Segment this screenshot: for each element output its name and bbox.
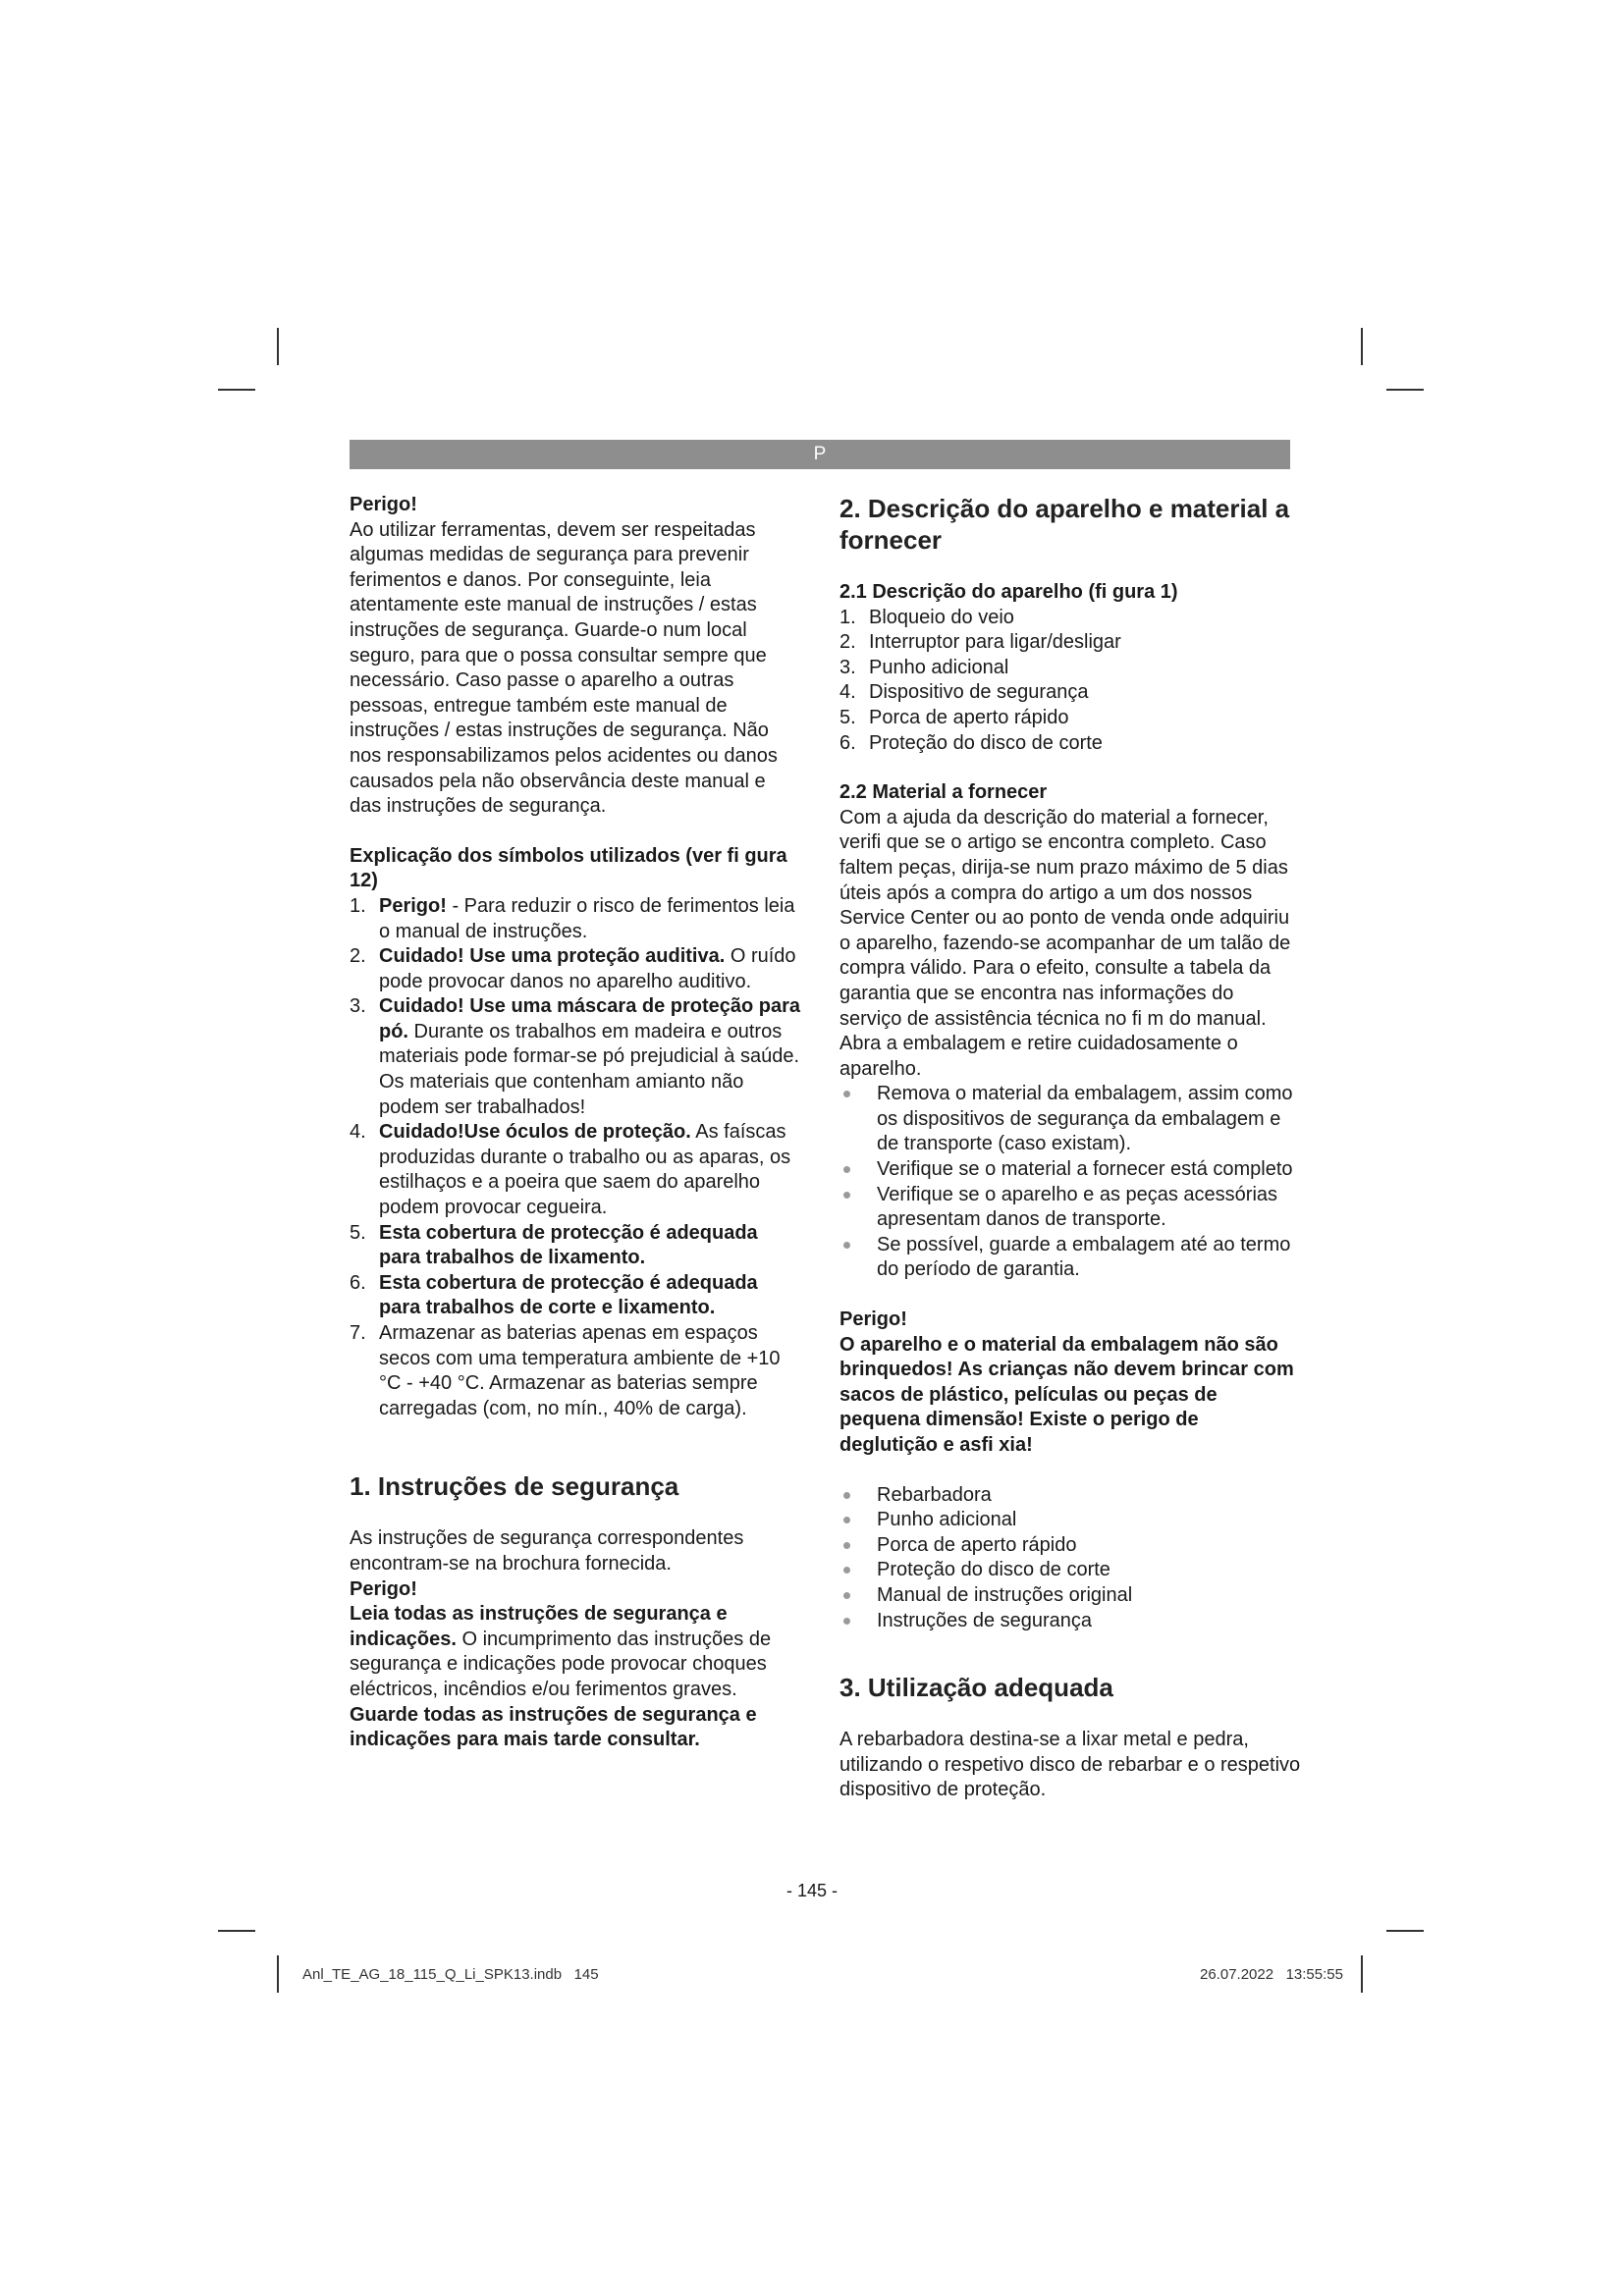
- list-item: Verifique se o aparelho e as peças acessórias apresentam danos de transporte.: [839, 1183, 1301, 1233]
- section-1-title: 1. Instruções de segurança: [350, 1471, 679, 1502]
- symbols-list: [350, 894, 801, 1421]
- language-header-bar: [350, 440, 1290, 469]
- bullet-icon: [843, 1242, 850, 1249]
- bullet-icon: [843, 1192, 850, 1199]
- page-number: - 145 -: [785, 1881, 839, 1900]
- crop-mark-br-v: [1361, 1955, 1363, 1993]
- bullet-icon: [843, 1542, 850, 1549]
- language-tag: P: [813, 444, 827, 464]
- list-item: 7. Armazenar as baterias apenas em espaços secos com uma temperatura ambiente de +10 °C - +40 °C. Armazenar as baterias sempre carregadas (com, no mín., 40% de carga).: [350, 1322, 781, 1419]
- right-column: [839, 493, 1301, 1803]
- intro-danger-title: Perigo!: [350, 494, 417, 515]
- section-1-keep-instructions: Guarde todas as instruções de segurança e indicações para mais tarde consultar.: [350, 1703, 757, 1751]
- crop-mark-tl-v: [277, 328, 279, 365]
- symbols-title: Explicação dos símbolos utilizados (ver fi gura 12): [350, 844, 787, 892]
- crop-mark-tr-v: [1361, 328, 1363, 365]
- section-1-read-paragraph: Leia todas as instruções de segurança e indicações. O incumprimento das instruções de segurança e indicações pode provocar choques eléctricos, incêndios e/ou ferimentos graves.: [350, 1603, 772, 1700]
- list-item: 4. Dispositivo de segurança: [839, 681, 1089, 704]
- crop-mark-tr-h: [1386, 389, 1424, 391]
- scope-of-delivery-list: [839, 1483, 1301, 1634]
- section-3-title: 3. Utilização adequada: [839, 1673, 1113, 1703]
- list-item: 3. Cuidado! Use uma máscara de proteção para pó. Durante os trabalhos em madeira e outros materiais pode formar-se pó prejudicial à saúde. Os materiais que contenham amianto não podem ser trabalhados!: [350, 995, 801, 1118]
- section-3-text: A rebarbadora destina-se a lixar metal e pedra, utilizando o respetivo disco de rebarbar e o respetivo dispositivo de proteção.: [839, 1729, 1301, 1801]
- list-item: 6. Esta cobertura de protecção é adequada para trabalhos de corte e lixamento.: [350, 1271, 758, 1319]
- list-item: Porca de aperto rápido: [839, 1533, 1301, 1559]
- list-item: 5. Esta cobertura de protecção é adequada para trabalhos de lixamento.: [350, 1221, 758, 1269]
- subsection-2-2-open: Abra a embalagem e retire cuidadosamente o aparelho.: [839, 1033, 1238, 1080]
- intro-danger-text: Ao utilizar ferramentas, devem ser respeitadas algumas medidas de segurança para prevenir ferimentos e danos. Por conseguinte, leia atentamente este manual de instruções / estas instruções de segurança. Guarde-o num local seguro, para que o possa consultar sempre que necessário. Caso passe o aparelho a outras pessoas, entregue também este manual de instruções / estas instruções de segurança. Não nos responsabilizamos pelos acidentes ou danos causados pela não observância deste manual e das instruções de segurança.: [350, 518, 778, 818]
- list-item: 2. Cuidado! Use uma proteção auditiva. O ruído pode provocar danos no aparelho auditivo.: [350, 945, 796, 992]
- list-item: 1. Perigo! - Para reduzir o risco de ferimentos leia o manual de instruções.: [350, 894, 795, 942]
- bullet-icon: [843, 1517, 850, 1523]
- list-item: Se possível, guarde a embalagem até ao termo do período de garantia.: [839, 1233, 1301, 1283]
- list-item: Punho adicional: [839, 1508, 1301, 1533]
- section-1-danger-title: Perigo!: [350, 1577, 417, 1600]
- list-item: 2. Interruptor para ligar/desligar: [839, 631, 1121, 654]
- bullet-icon: [843, 1592, 850, 1599]
- list-item: 5. Porca de aperto rápido: [839, 706, 1069, 728]
- section-2-title: 2. Descrição do aparelho e material a fornecer: [839, 494, 1290, 555]
- bullet-icon: [843, 1492, 850, 1499]
- list-item: Instruções de segurança: [839, 1609, 1301, 1634]
- list-item: 6. Proteção do disco de corte: [839, 731, 1103, 754]
- subsection-2-2-text: Com a ajuda da descrição do material a fornecer, verifi que se o artigo se encontra completo. Caso faltem peças, dirija-se num prazo máximo de 5 dias úteis após a compra do artigo a um dos nossos Service Center ou ao ponto de venda onde adquiriu o aparelho, fazendo-se acompanhar de um talão de compra válido. Para o efeito, consulte a tabela da garantia que se encontra nas informações do serviço de assistência técnica no fi m do manual.: [839, 806, 1291, 1030]
- section-1-text: As instruções de segurança correspondentes encontram-se na brochura fornecida.: [350, 1527, 744, 1575]
- danger-text: O aparelho e o material da embalagem não são brinquedos! As crianças não devem brincar com sacos de plástico, películas ou peças de pequena dimensão! Existe o perigo de deglutição e asfi xia!: [839, 1333, 1294, 1456]
- subsection-2-1-title: 2.1 Descrição do aparelho (fi gura 1): [839, 581, 1178, 603]
- bullet-icon: [843, 1091, 850, 1097]
- subsection-2-2-title: 2.2 Material a fornecer: [839, 781, 1048, 804]
- list-item: Rebarbadora: [839, 1483, 1301, 1509]
- left-column: [350, 493, 801, 1753]
- print-timestamp: 26.07.2022 13:55:55: [1200, 1966, 1343, 1983]
- list-item: Verifique se o material a fornecer está completo: [839, 1157, 1301, 1183]
- crop-mark-bl-v: [277, 1955, 279, 1993]
- list-item: Proteção do disco de corte: [839, 1558, 1301, 1583]
- unpack-steps-list: [839, 1082, 1301, 1283]
- bullet-icon: [843, 1618, 850, 1625]
- list-item: 4. Cuidado!Use óculos de proteção. As faíscas produzidas durante o trabalho ou as aparas, os estilhaços e a poeira que saem do aparelho podem provocar cegueira.: [350, 1121, 791, 1219]
- bullet-icon: [843, 1567, 850, 1574]
- crop-mark-bl-h: [218, 1930, 255, 1932]
- list-item: Remova o material da embalagem, assim como os dispositivos de segurança da embalagem e de transporte (caso existam).: [839, 1082, 1301, 1157]
- crop-mark-br-h: [1386, 1930, 1424, 1932]
- crop-mark-tl-h: [218, 389, 255, 391]
- danger-title: Perigo!: [839, 1308, 907, 1331]
- list-item: 3. Punho adicional: [839, 656, 1009, 678]
- list-item: 1. Bloqueio do veio: [839, 606, 1014, 628]
- parts-list: [839, 606, 1301, 757]
- list-item: Manual de instruções original: [839, 1583, 1301, 1609]
- bullet-icon: [843, 1166, 850, 1173]
- file-slug: Anl_TE_AG_18_115_Q_Li_SPK13.indb 145: [302, 1966, 599, 1983]
